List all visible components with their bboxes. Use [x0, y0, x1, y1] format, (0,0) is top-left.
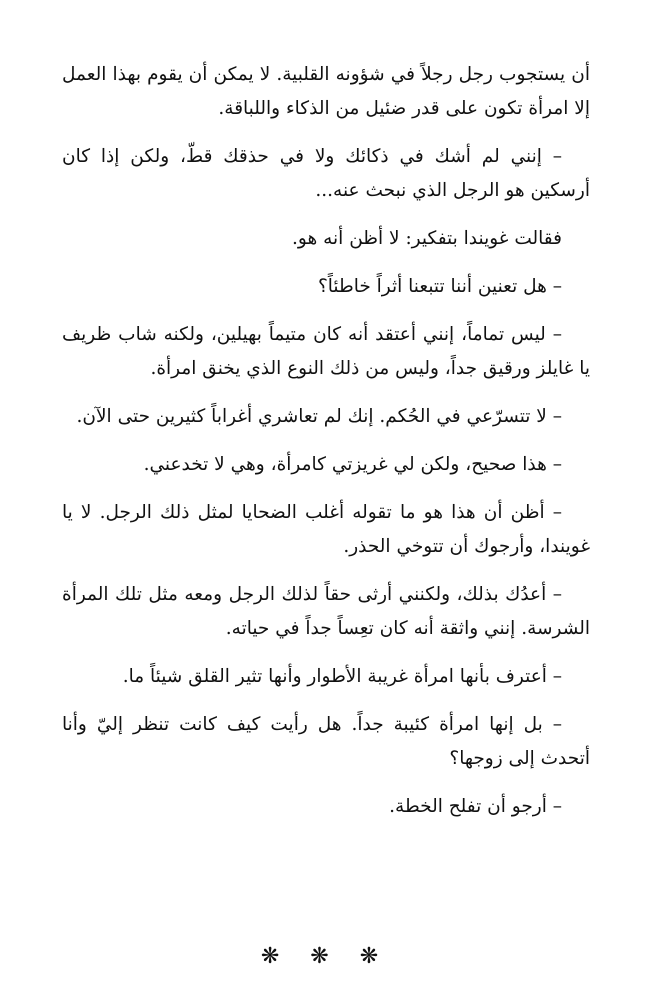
- paragraph-11: – بل إنها امرأة كئيبة جداً. هل رأيت كيف كانت تنظر إليّ وأنا أتحدث إلى زوجها؟: [62, 714, 590, 769]
- section-break-ornament: ❋ ❋ ❋: [260, 944, 391, 969]
- paragraph-8: – أظن أن هذا هو ما تقوله أغلب الضحايا لمثل ذلك الرجل. لا يا غويندا، وأرجوك أن تتوخي الحذر.: [62, 502, 590, 557]
- paragraph-3: فقالت غويندا بتفكير: لا أظن أنه هو.: [292, 228, 562, 249]
- book-page-text: [62, 58, 590, 838]
- paragraph-1: أن يستجوب رجل رجلاً في شؤونه القلبية. لا يمكن أن يقوم بهذا العمل إلا امرأة تكون على قدر ضئيل من الذكاء واللباقة.: [62, 64, 590, 119]
- paragraph-2: – إنني لم أشك في ذكائك ولا في حذقك قطّ، ولكن إذا كان أرسكين هو الرجل الذي نبحث عنه...: [62, 146, 590, 201]
- paragraph-12: – أرجو أن تفلح الخطة.: [389, 796, 562, 817]
- paragraph-5: – ليس تماماً، إنني أعتقد أنه كان متيماً بهيلين، ولكنه شاب ظريف يا غايلز ورقيق جداً، وليس من ذلك النوع الذي يخنق امرأة.: [62, 324, 590, 379]
- paragraph-10: – أعترف بأنها امرأة غريبة الأطوار وأنها تثير القلق شيئاً ما.: [122, 666, 562, 687]
- paragraph-4: – هل تعنين أننا تتبعنا أثراً خاطئاً؟: [317, 276, 562, 297]
- paragraph-9: – أعدُك بذلك، ولكنني أرثى حقاً لذلك الرجل ومعه مثل تلك المرأة الشرسة. إنني واثقة أنه كان تعِساً جداً في حياته.: [62, 584, 590, 639]
- paragraph-6: – لا تتسرّعي في الحُكم. إنك لم تعاشري أغراباً كثيرين حتى الآن.: [76, 406, 562, 427]
- paragraph-7: – هذا صحيح، ولكن لي غريزتي كامرأة، وهي لا تخدعني.: [143, 454, 562, 475]
